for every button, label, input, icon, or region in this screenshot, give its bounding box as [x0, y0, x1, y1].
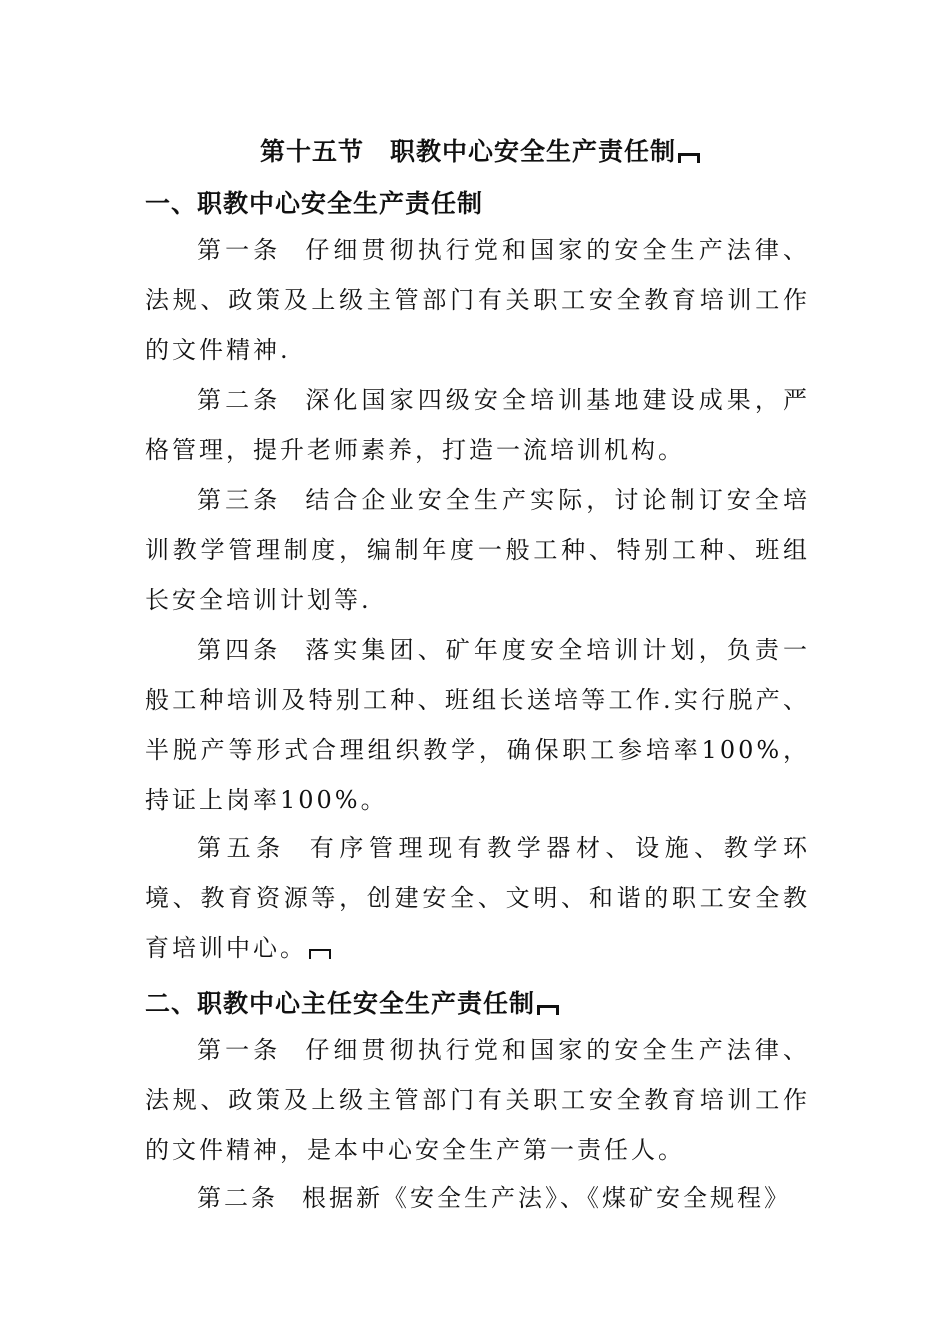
- article-text: 有序管理现有教学器材、设施、教学环境、教育资源等，创建安全、文明、和谐的职工安全教育培训中心。: [145, 834, 811, 962]
- article-paragraph: [145, 375, 810, 475]
- article-number: 第四条: [197, 636, 282, 664]
- article-number: 第三条: [197, 486, 282, 514]
- section-heading-2: 二、职教中心主任安全生产责任制: [145, 984, 559, 1020]
- article-text: 深化国家四级安全培训基地建设成果，严格管理，提升老师素养，打造一流培训机构。: [145, 386, 811, 464]
- article-text: 结合企业安全生产实际，讨论制订安全培训教学管理制度，编制年度一般工种、特别工种、班组长安全培训计划等.: [145, 486, 811, 614]
- article-text: 仔细贯彻执行党和国家的安全生产法律、法规、政策及上级主管部门有关职工安全教育培训工作的文件精神，是本中心安全生产第一责任人。: [145, 1036, 811, 1164]
- article-number: 第五条: [197, 834, 286, 862]
- article-paragraph: [145, 1025, 810, 1175]
- article-number: 第一条: [197, 236, 282, 264]
- article-paragraph: [145, 823, 810, 973]
- article-number: 第二条: [197, 386, 282, 414]
- article-paragraph: [145, 1173, 810, 1223]
- article-number: 第二条: [197, 1184, 278, 1212]
- article-paragraph: [145, 225, 810, 375]
- article-paragraph: [145, 625, 810, 825]
- bracket-mark-icon: [678, 153, 700, 163]
- section-heading-1: 一、职教中心安全生产责任制: [145, 189, 484, 218]
- article-paragraph: [145, 475, 810, 625]
- article-text: 仔细贯彻执行党和国家的安全生产法律、法规、政策及上级主管部门有关职工安全教育培训工作的文件精神.: [145, 236, 811, 364]
- article-text: 落实集团、矿年度安全培训计划，负责一般工种培训及特别工种、班组长送培等工作.实行脱产、半脱产等形式合理组织教学，确保职工参培率100%，持证上岗率100%。: [145, 636, 811, 814]
- bracket-mark-icon: [537, 1005, 559, 1015]
- bracket-mark-icon: [309, 949, 331, 959]
- article-number: 第一条: [197, 1036, 282, 1064]
- article-text: 根据新《安全生产法》、《煤矿安全规程》: [302, 1184, 791, 1212]
- section-title: 第十五节 职教中心安全生产责任制: [260, 132, 700, 168]
